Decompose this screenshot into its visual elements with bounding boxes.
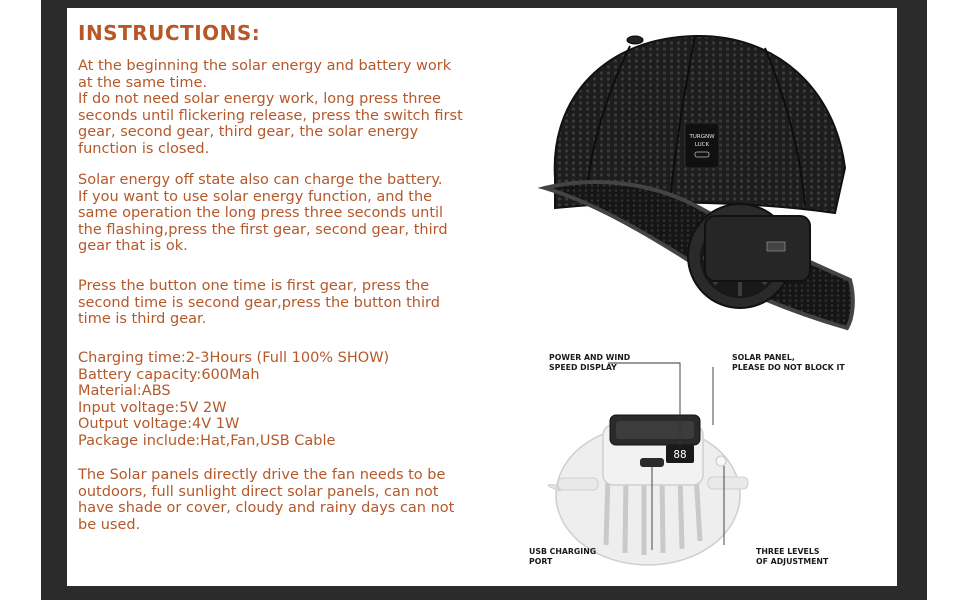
callout-power-display: POWER AND WIND SPEED DISPLAY: [549, 353, 631, 372]
spec-input-voltage: Input voltage:5V 2W: [78, 399, 227, 416]
page-frame-bottom: [41, 586, 927, 600]
callout-usb-port: USB CHARGING PORT: [529, 547, 597, 566]
hat-tag-text-line1: TURGNW: [689, 134, 715, 140]
spec-list: [78, 350, 389, 450]
page-frame-top: [41, 0, 927, 8]
hat-tag-text-line2: LUCK: [694, 142, 710, 148]
instructions-title: INSTRUCTIONS:: [78, 21, 261, 45]
page-frame-left: [41, 0, 67, 600]
spec-output-voltage: Output voltage:4V 1W: [78, 416, 240, 433]
instruction-paragraph-outdoor: The Solar panels directly drive the fan needs to be outdoors, full sunlight direct solar panels, can not have shade or cover, cloudy and rainy days can not be used.: [78, 467, 455, 533]
spec-charging-time: Charging time:2-3Hours (Full 100% SHOW): [78, 350, 390, 366]
instruction-paragraph-gears: Press the button one time is first gear, press the second time is second gear,press the button third time is third gear.: [78, 278, 440, 328]
instruction-paragraph-solar-off: Solar energy off state also can charge the battery. If you want to use solar energy function, and the same operation the long press three seconds until the flashing,press the first gear, second gear, third gear that is ok.: [78, 172, 448, 255]
spec-package: Package include:Hat,Fan,USB Cable: [78, 432, 336, 449]
page-frame-right: [897, 0, 927, 600]
instruction-paragraph-solar-battery: At the beginning the solar energy and battery work at the same time. If do not need solar energy work, long press three seconds until flickering release, press the switch first gear, second gear, third gear, the solar energy function is closed.: [78, 58, 463, 157]
hat-with-fan-image: [535, 28, 865, 338]
spec-material: Material:ABS: [78, 383, 171, 400]
callout-solar-panel: SOLAR PANEL, PLEASE DO NOT BLOCK IT: [732, 353, 845, 372]
spec-battery-capacity: Battery capacity:600Mah: [78, 366, 260, 383]
speed-display-readout: 88: [673, 448, 687, 461]
callout-three-levels: THREE LEVELS OF ADJUSTMENT: [756, 547, 829, 566]
